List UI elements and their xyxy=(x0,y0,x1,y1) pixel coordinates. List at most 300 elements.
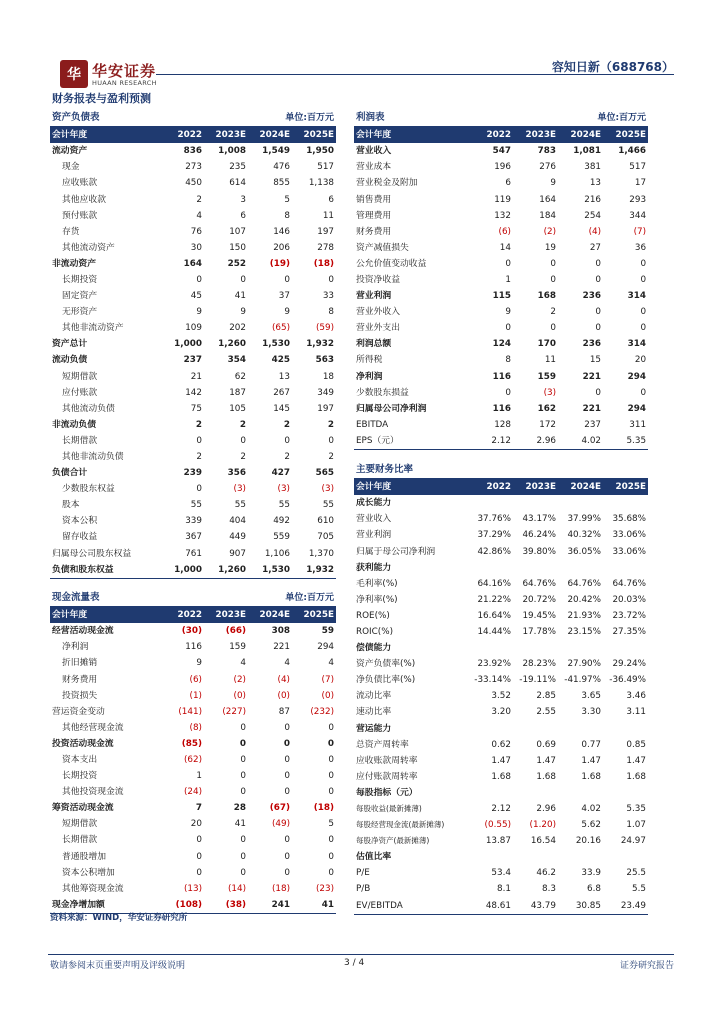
cell-value: (18) xyxy=(313,803,335,814)
column-header-year: 会计年度 xyxy=(50,127,160,144)
cell-value: 128 xyxy=(494,419,511,430)
table-row xyxy=(354,672,648,688)
table-row xyxy=(354,304,648,320)
row-label: 归属于母公司净利润 xyxy=(356,546,436,557)
cell-value: 25.5 xyxy=(626,868,646,879)
table-row xyxy=(50,304,336,320)
row-label: 每股净资产(最新摊薄) xyxy=(356,836,430,846)
table-row xyxy=(354,527,648,543)
cell-value: 37.29% xyxy=(477,530,511,541)
cell-value: (232) xyxy=(310,706,335,717)
column-header-2025e: 2025E xyxy=(292,127,336,144)
row-label: 资本公积 xyxy=(62,516,98,527)
cell-value: 20.42% xyxy=(567,594,601,605)
row-label: 投资活动现金流 xyxy=(52,738,114,749)
cell-value: 2 xyxy=(284,452,290,463)
column-header-2024e: 2024E xyxy=(558,479,603,496)
cell-value: 5.5 xyxy=(632,884,646,895)
cell-value: (108) xyxy=(160,897,204,914)
row-label: 负债和股东权益 xyxy=(50,562,160,579)
cell-value: 614 xyxy=(229,178,246,189)
cell-value: 8 xyxy=(505,355,511,366)
row-label: 财务费用 xyxy=(62,674,98,685)
cell-value: (67) xyxy=(269,803,290,814)
table-row xyxy=(50,704,336,720)
cell-value: 64.76% xyxy=(612,578,646,589)
cell-value: 30.85 xyxy=(558,898,603,915)
cell-value: 344 xyxy=(629,210,647,221)
cell-value: 145 xyxy=(273,403,290,414)
cell-value: 0 xyxy=(550,323,557,334)
cell-value: 1,466 xyxy=(618,146,647,157)
row-label: 其他流动负债 xyxy=(62,403,115,414)
cell-value: 565 xyxy=(315,468,335,479)
cell-value: 2 xyxy=(195,419,202,430)
table-row xyxy=(50,191,336,207)
cell-value: 116 xyxy=(185,642,202,653)
section-row xyxy=(354,640,648,656)
cell-value: 13 xyxy=(589,178,602,189)
table-row xyxy=(354,385,648,401)
table-row xyxy=(50,849,336,865)
footer-rule xyxy=(48,954,674,955)
cell-value: 24.97 xyxy=(620,836,646,847)
cell-value: 55 xyxy=(190,500,202,511)
cell-value: 20.72% xyxy=(522,594,556,605)
row-label: 归属母公司股东权益 xyxy=(52,548,132,559)
unit-label: 单位:百万元 xyxy=(248,590,336,607)
row-label: 公允价值变动收益 xyxy=(356,258,427,269)
footer-disclaimer: 敬请参阅末页重要声明及评级说明 xyxy=(50,961,186,971)
cell-value: (4) xyxy=(277,674,290,685)
cell-value: 311 xyxy=(629,419,647,430)
cell-value: 4.02 xyxy=(558,433,603,450)
column-header-2022: 2022 xyxy=(468,127,513,144)
row-label: 应付账款周转率 xyxy=(356,771,418,782)
cell-value: 2.96 xyxy=(536,804,556,815)
row-label: 短期借款 xyxy=(62,819,98,830)
row-label: 营业成本 xyxy=(356,162,392,173)
cell-value: (66) xyxy=(225,626,246,637)
cell-value: 23.72% xyxy=(612,610,646,621)
cell-value: 314 xyxy=(627,291,647,302)
cell-value: 0 xyxy=(240,274,246,285)
cell-value: 314 xyxy=(627,339,647,350)
column-header-year: 会计年度 xyxy=(50,607,160,624)
cell-value: 450 xyxy=(185,178,202,189)
cell-value: 1.47 xyxy=(626,755,646,766)
cell-value: 76 xyxy=(190,226,202,237)
income-title-row xyxy=(354,110,648,127)
table-row xyxy=(354,208,648,224)
table-row xyxy=(50,240,336,256)
cell-value: 0 xyxy=(595,307,602,318)
table-row xyxy=(50,832,336,848)
cell-value: 48.61 xyxy=(468,898,513,915)
cell-value: 1,530 xyxy=(248,562,292,579)
row-label: 筹资活动现金流 xyxy=(52,803,114,814)
cell-value: 9 xyxy=(196,658,202,669)
cell-value: 252 xyxy=(227,258,246,269)
cell-value: 5.35 xyxy=(626,804,646,815)
income-header-row xyxy=(354,127,648,144)
cell-value: 37.99% xyxy=(567,514,601,525)
cell-value: (62) xyxy=(183,754,202,765)
table-row xyxy=(50,417,336,433)
table-row xyxy=(50,655,336,671)
cell-value: 46.24% xyxy=(522,530,556,541)
row-label: 长期投资 xyxy=(62,771,98,782)
cell-value: 4 xyxy=(196,210,202,221)
cell-value: 9 xyxy=(550,178,557,189)
row-label: 折旧摊销 xyxy=(62,658,98,669)
row-label: 所得税 xyxy=(356,355,383,366)
cell-value: 37 xyxy=(278,291,290,302)
cell-value: 221 xyxy=(582,371,602,382)
table-row xyxy=(50,449,336,465)
cell-value: 27 xyxy=(589,242,602,253)
cell-value: 1.68 xyxy=(626,771,646,782)
cell-value: 3.65 xyxy=(581,691,601,702)
section-row xyxy=(354,721,648,737)
cell-value: 33.06% xyxy=(612,546,646,557)
cell-value: 1,106 xyxy=(264,548,290,559)
table-row xyxy=(50,288,336,304)
row-label: 资产总计 xyxy=(52,339,88,350)
table-row xyxy=(50,143,336,159)
row-label: 留存收益 xyxy=(62,532,98,543)
cell-value: 476 xyxy=(273,162,290,173)
section-row xyxy=(354,849,648,865)
row-label: 利润总额 xyxy=(356,339,392,350)
table-row xyxy=(50,256,336,272)
cell-value: (3) xyxy=(321,484,335,495)
row-label: 少数股东损益 xyxy=(356,387,409,398)
cell-value: (23) xyxy=(315,883,335,894)
table-row xyxy=(354,143,648,159)
cell-value: 41 xyxy=(234,291,246,302)
cell-value: 0 xyxy=(240,722,246,733)
cell-value: 87 xyxy=(278,706,290,717)
cell-value: 339 xyxy=(185,516,202,527)
row-label: ROIC(%) xyxy=(356,626,393,637)
cell-value: 1,138 xyxy=(308,178,335,189)
cell-value: 1,549 xyxy=(262,146,290,157)
table-row xyxy=(50,352,336,368)
cell-value: 0 xyxy=(240,835,246,846)
unit-label: 单位:百万元 xyxy=(248,110,336,127)
cell-value: 124 xyxy=(492,339,511,350)
cell-value: 116 xyxy=(492,371,511,382)
cell-value: 64.16% xyxy=(477,578,511,589)
cell-value: 236 xyxy=(582,339,602,350)
cell-value: 172 xyxy=(539,419,557,430)
table-row xyxy=(354,191,648,207)
table-row xyxy=(50,481,336,497)
cell-value: 13 xyxy=(278,371,290,382)
cell-value: 517 xyxy=(317,162,335,173)
cell-value: 9 xyxy=(240,307,246,318)
row-label: 非流动负债 xyxy=(52,419,96,430)
cell-value: 276 xyxy=(539,162,557,173)
cell-value: 0 xyxy=(328,787,335,798)
cell-value: (24) xyxy=(183,787,202,798)
row-label: 其他流动资产 xyxy=(62,242,115,253)
row-label: 投资损失 xyxy=(62,690,98,701)
balance-header-row xyxy=(50,127,336,144)
cell-value: 6.8 xyxy=(587,884,601,895)
cell-value: -36.49% xyxy=(609,675,646,686)
cell-value: (7) xyxy=(633,226,647,237)
cell-value: 855 xyxy=(273,178,290,189)
table-row xyxy=(50,881,336,897)
row-label: 财务费用 xyxy=(356,226,392,237)
cell-value: 20 xyxy=(190,819,202,830)
table-row xyxy=(50,546,336,562)
cell-value: 0 xyxy=(284,867,290,878)
cell-value: 2.85 xyxy=(536,691,556,702)
section-label: 营运能力 xyxy=(356,723,392,734)
cell-value: 0 xyxy=(595,274,602,285)
row-label: 负债合计 xyxy=(52,468,88,479)
row-label: 普通股增加 xyxy=(62,851,106,862)
cell-value: 196 xyxy=(494,162,511,173)
cell-value: (85) xyxy=(181,738,202,749)
cell-value: 55 xyxy=(234,500,246,511)
cell-value: 11 xyxy=(544,355,557,366)
table-row xyxy=(354,881,648,897)
cell-value: 3.46 xyxy=(626,691,646,702)
cell-value: 0 xyxy=(196,435,202,446)
cell-value: 0 xyxy=(240,771,246,782)
cell-value: 1 xyxy=(505,274,511,285)
cell-value: 4 xyxy=(240,658,246,669)
cell-value: 294 xyxy=(627,371,647,382)
section-row xyxy=(354,560,648,576)
cell-value: 2 xyxy=(550,307,557,318)
cell-value: 20.03% xyxy=(612,594,646,605)
cell-value: (18) xyxy=(271,883,290,894)
cell-value: 2.96 xyxy=(513,433,558,450)
cell-value: (13) xyxy=(183,883,202,894)
cell-value: 16.54 xyxy=(530,836,556,847)
cell-value: 42.86% xyxy=(477,546,511,557)
cell-value: 3.30 xyxy=(581,707,601,718)
cell-value: 64.76% xyxy=(567,578,601,589)
cell-value: 1,260 xyxy=(204,562,248,579)
table-row xyxy=(50,433,336,449)
logo-name: 华安证券 xyxy=(92,62,157,80)
cell-value: 0 xyxy=(196,851,202,862)
cell-value: 273 xyxy=(185,162,202,173)
balance-sheet-table xyxy=(50,110,336,579)
unit-label: 单位:百万元 xyxy=(558,110,648,127)
cell-value: 381 xyxy=(584,162,602,173)
cell-value: 202 xyxy=(229,323,246,334)
cell-value: (0) xyxy=(233,690,246,701)
cell-value: (3) xyxy=(233,484,246,495)
table-row xyxy=(354,417,648,433)
cell-value: 1,932 xyxy=(306,339,335,350)
table-row xyxy=(354,336,648,352)
cell-value: 425 xyxy=(271,355,290,366)
column-header-2024e: 2024E xyxy=(248,607,292,624)
cell-value: 33.9 xyxy=(581,868,601,879)
column-header-2024e: 2024E xyxy=(248,127,292,144)
table-row xyxy=(50,369,336,385)
cell-value: 168 xyxy=(537,291,557,302)
cell-value: 241 xyxy=(248,897,292,914)
cell-value: 62 xyxy=(234,371,246,382)
table-row xyxy=(50,208,336,224)
row-label: 营业税金及附加 xyxy=(356,178,418,189)
row-label: 流动资产 xyxy=(52,146,88,157)
cell-value: (3) xyxy=(543,387,557,398)
section-label: 估值比率 xyxy=(356,852,392,863)
cell-value: 33 xyxy=(322,291,335,302)
cell-value: 5.35 xyxy=(603,433,648,450)
cell-value: 46.2 xyxy=(536,868,556,879)
cell-value: (49) xyxy=(271,819,290,830)
table-row xyxy=(354,272,648,288)
table-row xyxy=(50,224,336,240)
data-source-note: 资料来源：WIND，华安证券研究所 xyxy=(50,913,188,923)
cell-value: 0 xyxy=(284,787,290,798)
row-label: 其他投资现金流 xyxy=(62,787,124,798)
cell-value: 0 xyxy=(328,435,335,446)
section-row xyxy=(354,495,648,511)
cell-value: 9 xyxy=(284,307,290,318)
row-label: 营业外支出 xyxy=(356,323,400,334)
cell-value: 2 xyxy=(283,419,290,430)
row-label: 其他非流动资产 xyxy=(62,323,124,334)
cell-value: 0 xyxy=(550,258,557,269)
table-row xyxy=(50,752,336,768)
ratios-title-row xyxy=(354,462,648,479)
cell-value: 1,000 xyxy=(160,562,204,579)
row-label: 净利润 xyxy=(356,371,383,382)
cell-value: 55 xyxy=(278,500,290,511)
table-row xyxy=(50,385,336,401)
table-row xyxy=(354,704,648,720)
cell-value: 0.85 xyxy=(626,739,646,750)
cell-value: 427 xyxy=(271,468,290,479)
cell-value: 907 xyxy=(229,548,246,559)
row-label: 营业收入 xyxy=(356,146,392,157)
cell-value: 0 xyxy=(327,738,335,749)
cell-value: (18) xyxy=(313,258,335,269)
row-label: 营运资金变动 xyxy=(52,706,105,717)
cell-value: 294 xyxy=(627,403,647,414)
cell-value: 610 xyxy=(317,516,335,527)
row-label: 应付账款 xyxy=(62,387,98,398)
table-row xyxy=(354,240,648,256)
row-label: 非流动资产 xyxy=(52,258,96,269)
table-row xyxy=(50,272,336,288)
row-label: 净负债比率(%) xyxy=(356,675,416,686)
cell-value: 236 xyxy=(582,291,602,302)
cell-value: 59 xyxy=(321,626,335,637)
cell-value: 0 xyxy=(239,738,246,749)
cell-value: 21 xyxy=(190,371,202,382)
table-row xyxy=(50,784,336,800)
cell-value: 21.93% xyxy=(567,610,601,621)
table-row xyxy=(50,336,336,352)
cell-value: 1.07 xyxy=(626,820,646,831)
table-row xyxy=(50,720,336,736)
row-label: 净利润 xyxy=(62,642,89,653)
section-label: 获利能力 xyxy=(356,562,392,573)
cell-value: 0 xyxy=(240,754,246,765)
cell-value: 0 xyxy=(328,274,335,285)
row-label: 长期借款 xyxy=(62,435,98,446)
cell-value: 5 xyxy=(328,819,335,830)
page-heading: 财务报表与盈利预测 xyxy=(52,92,151,105)
cell-value: 237 xyxy=(584,419,602,430)
cell-value: 0.69 xyxy=(536,739,556,750)
table-row xyxy=(354,401,648,417)
column-header-2022: 2022 xyxy=(160,607,204,624)
cell-value: 18 xyxy=(322,371,335,382)
row-label: EV/EBITDA xyxy=(354,898,468,915)
column-header-2023e: 2023E xyxy=(204,607,248,624)
table-row xyxy=(50,671,336,687)
cell-value: 254 xyxy=(584,210,602,221)
row-label: P/B xyxy=(356,884,371,895)
table-row xyxy=(354,833,648,849)
cell-value: 132 xyxy=(494,210,511,221)
row-label: 其他非流动负债 xyxy=(62,452,124,463)
row-label: 股本 xyxy=(62,500,80,511)
cell-value: 278 xyxy=(317,242,335,253)
cell-value: -33.14% xyxy=(474,675,511,686)
table-row xyxy=(354,592,648,608)
cell-value: 8.3 xyxy=(542,884,556,895)
cell-value: 27.35% xyxy=(612,626,646,637)
cell-value: 43.79 xyxy=(513,898,558,915)
cell-value: (227) xyxy=(222,706,246,717)
table-row xyxy=(50,320,336,336)
cell-value: 20 xyxy=(634,355,647,366)
cell-value: 0 xyxy=(550,274,557,285)
table-title: 资产负债表 xyxy=(50,110,248,127)
cell-value: 27.90% xyxy=(567,659,601,670)
cell-value: 0 xyxy=(283,738,290,749)
cell-value: 64.76% xyxy=(522,578,556,589)
row-label: 固定资产 xyxy=(62,291,98,302)
cell-value: 13.87 xyxy=(485,836,511,847)
row-label: 应收账款 xyxy=(62,178,98,189)
cell-value: (14) xyxy=(227,883,246,894)
cell-value: 293 xyxy=(629,194,647,205)
cell-value: (0) xyxy=(277,690,290,701)
cell-value: 19.45% xyxy=(522,610,556,621)
table-row xyxy=(354,433,648,450)
cell-value: 2 xyxy=(239,419,246,430)
cell-value: 146 xyxy=(273,226,290,237)
column-header-2025e: 2025E xyxy=(603,479,648,496)
cell-value: 0 xyxy=(595,323,602,334)
column-header-2023e: 2023E xyxy=(513,127,558,144)
table-row xyxy=(50,800,336,816)
cell-value: 36.05% xyxy=(567,546,601,557)
cell-value: 11 xyxy=(322,210,335,221)
cash-flow-table xyxy=(50,590,336,914)
table-row xyxy=(50,623,336,639)
table-row xyxy=(354,352,648,368)
row-label: 营业收入 xyxy=(356,514,392,525)
cell-value: 0 xyxy=(196,835,202,846)
